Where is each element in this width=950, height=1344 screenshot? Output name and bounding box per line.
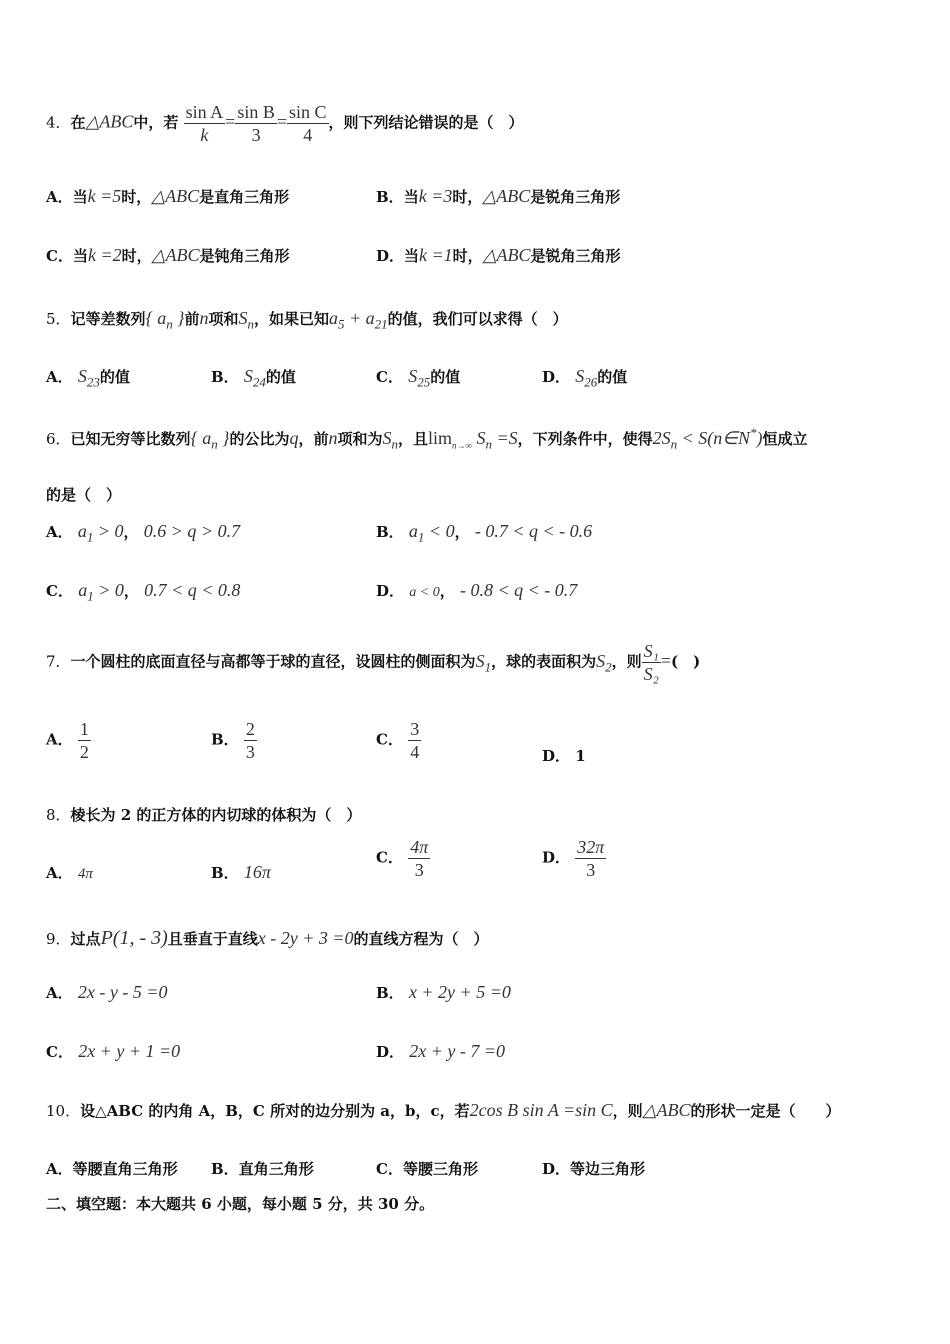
q8-stem: 8．棱长为 2 的正方体的内切球的体积为（ ） (46, 806, 362, 824)
q4-frac-b: $\frac{\text{sin B}}{3}$ (237, 102, 275, 145)
q10-stem: 10．设△ABC 的内角 A，B，C 所对的边分别为 a，b，c，若2cos B sin A =sin C，则△ABC的形状一定是（ ） (46, 1100, 841, 1120)
q4-triangle: △ABC (85, 111, 134, 132)
q6-option-a[interactable]: A． $a_1 > 0$， 0.6 > q > 0.7 (46, 521, 241, 545)
q4-option-c[interactable]: C．当k =2时，△ABC是钝角三角形 (46, 245, 290, 265)
q10-number: 10． (46, 1102, 81, 1120)
q5-option-c[interactable]: C． $S_{25}$的值 (376, 366, 461, 390)
q9-option-a[interactable]: A． 2x - y - 5 =0 (46, 982, 168, 1002)
q7-option-c[interactable]: C． $\frac{3}{4}$ (376, 719, 420, 762)
q10-option-d[interactable]: D．等边三角形 (542, 1160, 646, 1178)
q7-stem: 7．一个圆柱的底面直径与高都等于球的直径，设圆柱的侧面积为$S_1$，球的表面积为$S_2$，则 $\frac{\text{S₁}}{\text{S₂}}$ =( ) (46, 641, 701, 684)
q10-option-a[interactable]: A．等腰直角三角形 (46, 1160, 178, 1178)
q4-frac-a: $\frac{\text{sin A}}{k}$ (185, 102, 224, 145)
q9-line: x - 2y + 3 =0 (257, 928, 354, 948)
q10-option-b[interactable]: B．直角三角形 (211, 1160, 314, 1178)
q5-option-a[interactable]: A． $S_{23}$的值 (46, 366, 130, 390)
q6-limit: $\lim_{n\to\infty} S_n =S$ (428, 428, 518, 452)
q9-option-d[interactable]: D． 2x + y - 7 =0 (376, 1041, 506, 1061)
q5-expr: $a_5 + a_{21}$ (329, 308, 388, 332)
q5-option-d[interactable]: D． $S_{26}$的值 (542, 366, 628, 390)
q7-option-d[interactable]: D． 1 (542, 747, 586, 765)
q9-number: 9． (46, 930, 71, 948)
q5-seq: { $a_n$ } (145, 308, 185, 332)
q4-mid: 中，若 (133, 113, 179, 132)
q4-post: ，则下列结论错误的是（ ） (328, 113, 524, 132)
q8-option-c[interactable]: C． $\frac{4\pi}{3}$ (376, 837, 429, 880)
q5-option-b[interactable]: B． $S_{24}$的值 (211, 366, 296, 390)
q10-option-c[interactable]: C．等腰三角形 (376, 1160, 478, 1178)
q9-stem: 9．过点P(1, - 3)且垂直于直线x - 2y + 3 =0的直线方程为（ ） (46, 927, 489, 949)
q6-stem-line2: 的是（ ） (46, 486, 122, 504)
q8-option-d[interactable]: D． $\frac{32\pi}{3}$ (542, 837, 605, 880)
q6-option-d[interactable]: D． a < 0， - 0.8 < q < - 0.7 (376, 580, 578, 600)
q4-option-a[interactable]: A．当k =5时，△ABC是直角三角形 (46, 186, 290, 206)
q10-expr: 2cos B sin A =sin C (469, 1100, 613, 1120)
q8-option-a[interactable]: A． 4π (46, 864, 93, 882)
q4-option-d[interactable]: D．当k =1时，△ABC是锐角三角形 (376, 245, 621, 265)
q4-frac-c: $\frac{\text{sin C}}{4}$ (289, 102, 327, 145)
q6-condition: $2S_n$ < S(n∈N*) (652, 425, 763, 452)
q6-option-b[interactable]: B． $a_1 < 0$， - 0.7 < q < - 0.6 (376, 521, 593, 545)
q6-option-c[interactable]: C． $a_1 > 0$， 0.7 < q < 0.8 (46, 580, 241, 604)
q8-option-b[interactable]: B． 16π (211, 862, 271, 882)
q7-option-a[interactable]: A． $\frac{1}{2}$ (46, 719, 89, 762)
q4-eq2: = (276, 111, 287, 132)
section-2-heading: 二、填空题：本大题共 6 小题，每小题 5 分，共 30 分。 (46, 1195, 435, 1213)
q6-stem: 6．已知无穷等比数列{ $a_n$ }的公比为q，前n项和为$S_n$，且$\lim_{n\to\infty} S_n =S$，下列条件中，使得$2S_n$ < S(n∈N*)恒成立 (46, 425, 808, 452)
q5-number: 5． (46, 310, 71, 328)
q6-number: 6． (46, 430, 71, 448)
q4-stem (46, 101, 524, 146)
q7-option-b[interactable]: B． $\frac{2}{3}$ (211, 719, 255, 762)
q5-stem: 5．记等差数列{ $a_n$ }前n项和$S_n$，如果已知$a_5 + a_{21}$的值，我们可以求得（ ） (46, 308, 568, 332)
q4-pre: 在 (70, 113, 86, 132)
q4-eq1: = (225, 111, 236, 132)
q8-number: 8． (46, 806, 71, 824)
q9-option-b[interactable]: B． x + 2y + 5 =0 (376, 982, 511, 1002)
q7-ratio: $\frac{\text{S₁}}{\text{S₂}}$ (643, 641, 659, 684)
q9-option-c[interactable]: C． 2x + y + 1 =0 (46, 1041, 181, 1061)
q4-number: 4． (46, 113, 71, 132)
q4-option-b[interactable]: B．当k =3时，△ABC是锐角三角形 (376, 186, 621, 206)
q7-number: 7． (46, 652, 71, 671)
q9-point: P(1, - 3) (100, 927, 168, 949)
